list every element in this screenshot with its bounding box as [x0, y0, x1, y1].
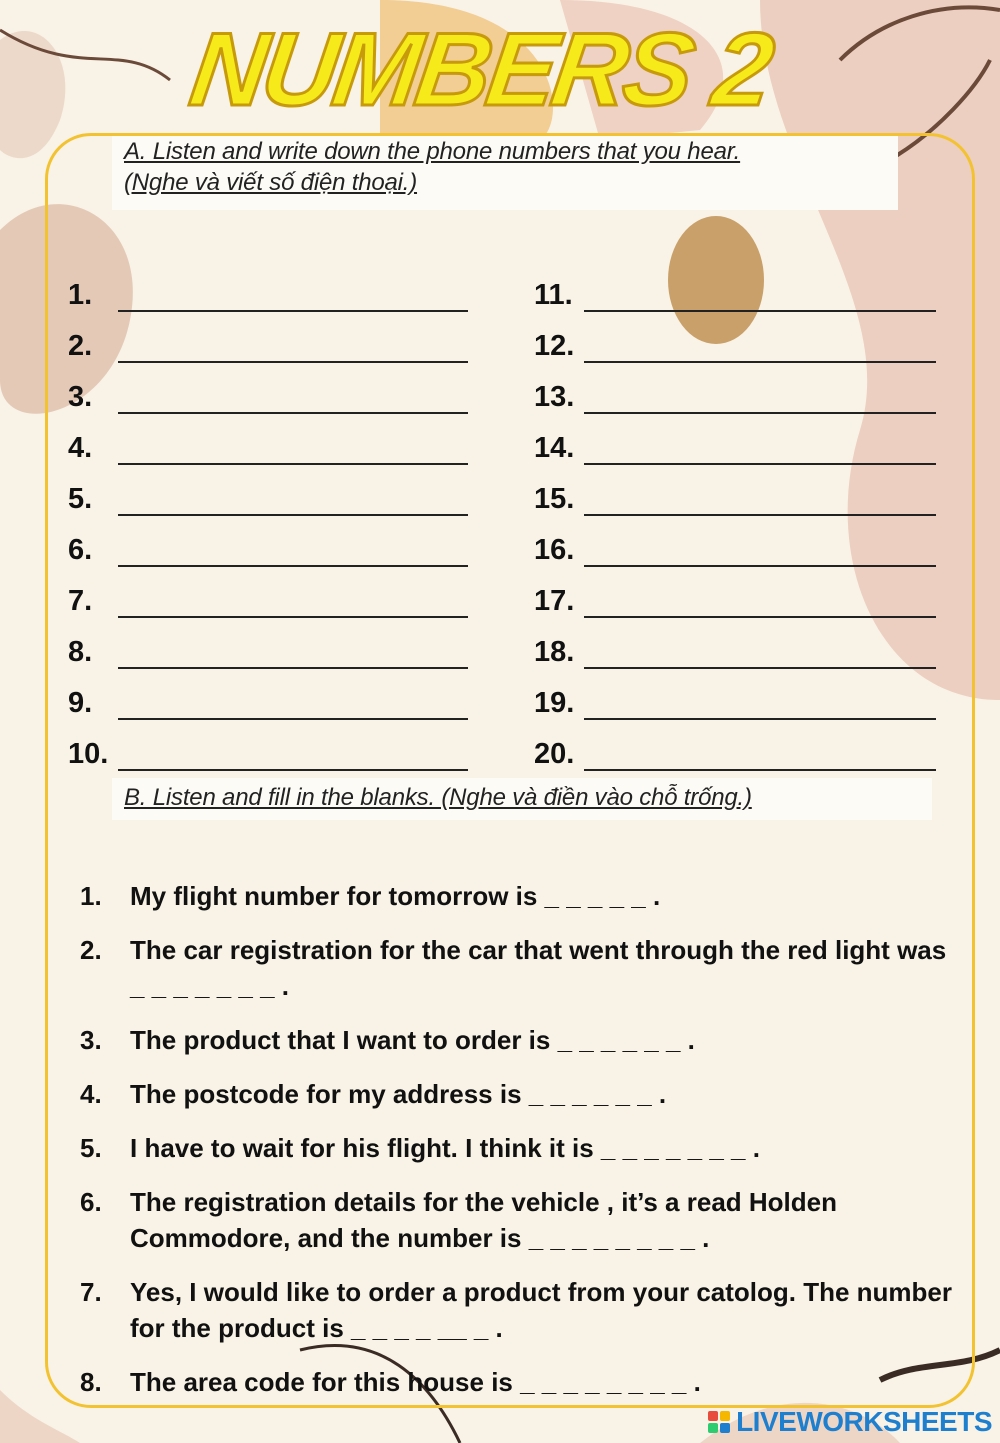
- answer-row: [68, 731, 470, 771]
- section-b-heading: B. Listen and fill in the blanks. (Nghe và điền vào chỗ trống.): [112, 778, 932, 820]
- question-number: 2.: [80, 935, 102, 965]
- answer-blank[interactable]: [584, 310, 936, 312]
- answer-row: [534, 731, 936, 771]
- answer-blank[interactable]: [118, 361, 468, 363]
- answer-number: 17.: [534, 585, 575, 617]
- answer-blank[interactable]: [118, 616, 468, 618]
- question-item: [80, 878, 960, 914]
- answer-number: 20.: [534, 738, 575, 770]
- answer-blank[interactable]: [118, 667, 468, 669]
- answer-blank[interactable]: [584, 361, 936, 363]
- answer-blank[interactable]: [118, 412, 468, 414]
- answer-blank[interactable]: [584, 616, 936, 618]
- answer-row: [68, 323, 470, 363]
- answer-row: [68, 527, 470, 567]
- answer-blank[interactable]: [584, 514, 936, 516]
- question-item: [80, 1130, 960, 1166]
- question-item: [80, 1274, 960, 1346]
- question-number: 8.: [80, 1367, 102, 1397]
- answer-number: 3.: [68, 381, 93, 413]
- answer-number: 2.: [68, 330, 93, 362]
- question-text[interactable]: Yes, I would like to order a product from your catolog. The number for the product is _ _ _ _ __ _ .: [130, 1277, 952, 1343]
- answer-number: 12.: [534, 330, 575, 362]
- answer-number: 9.: [68, 687, 93, 719]
- answer-blank[interactable]: [118, 514, 468, 516]
- answer-number: 11.: [534, 279, 573, 311]
- answer-blank[interactable]: [118, 310, 468, 312]
- answer-number: 19.: [534, 687, 575, 719]
- question-number: 5.: [80, 1133, 102, 1163]
- answer-number: 6.: [68, 534, 93, 566]
- answer-blank[interactable]: [584, 718, 936, 720]
- answer-row: [68, 374, 470, 414]
- section-a-line1: A. Listen and write down the phone numbers that you hear.: [124, 138, 741, 165]
- answer-number: 14.: [534, 432, 575, 464]
- liveworksheets-logo-icon: [708, 1411, 730, 1433]
- question-list: [80, 878, 960, 1418]
- section-a-line2: (Nghe và viết số điện thoại.): [124, 169, 418, 196]
- answer-blank[interactable]: [118, 565, 468, 567]
- answer-blank[interactable]: [584, 463, 936, 465]
- question-number: 3.: [80, 1025, 102, 1055]
- answer-blank[interactable]: [584, 565, 936, 567]
- answer-number: 16.: [534, 534, 575, 566]
- answer-blank[interactable]: [584, 667, 936, 669]
- question-number: 7.: [80, 1277, 102, 1307]
- question-text[interactable]: The product that I want to order is _ _ _ _ _ _ .: [130, 1025, 695, 1055]
- answer-row: [534, 272, 936, 312]
- answer-blank[interactable]: [584, 769, 936, 771]
- answer-row: [534, 323, 936, 363]
- answer-row: [534, 527, 936, 567]
- question-text[interactable]: My flight number for tomorrow is _ _ _ _ _ .: [130, 881, 661, 911]
- question-text[interactable]: The registration details for the vehicle , it’s a read Holden Commodore, and the number is _ _ _ _ _ _ _ _ .: [130, 1187, 837, 1253]
- answer-number: 5.: [68, 483, 93, 515]
- answer-number: 8.: [68, 636, 93, 668]
- question-text[interactable]: I have to wait for his flight. I think it is _ _ _ _ _ _ _ .: [130, 1133, 760, 1163]
- answer-row: [68, 578, 470, 618]
- answer-row: [68, 680, 470, 720]
- question-item: [80, 1076, 960, 1112]
- brand-text: LIVEWORKSHEETS: [736, 1406, 992, 1437]
- answer-row: [534, 578, 936, 618]
- answer-number: 13.: [534, 381, 575, 413]
- answer-number: 4.: [68, 432, 93, 464]
- answer-row: [68, 476, 470, 516]
- answer-blank[interactable]: [118, 769, 468, 771]
- answer-blank[interactable]: [584, 412, 936, 414]
- question-text[interactable]: The area code for this house is _ _ _ _ _ _ _ _ .: [130, 1367, 701, 1397]
- question-number: 1.: [80, 881, 102, 911]
- answer-row: [68, 272, 470, 312]
- question-item: [80, 932, 960, 1004]
- answer-row: [534, 680, 936, 720]
- answer-number: 15.: [534, 483, 575, 515]
- answer-row: [68, 425, 470, 465]
- answer-number: 18.: [534, 636, 575, 668]
- answer-row: [534, 425, 936, 465]
- liveworksheets-brand[interactable]: [708, 1405, 992, 1439]
- answer-number: 7.: [68, 585, 93, 617]
- question-number: 4.: [80, 1079, 102, 1109]
- answer-row: [68, 629, 470, 669]
- answer-blank[interactable]: [118, 718, 468, 720]
- answer-number: 10.: [68, 738, 109, 770]
- question-text[interactable]: The postcode for my address is _ _ _ _ _ _ .: [130, 1079, 667, 1109]
- section-a-heading: [112, 136, 898, 210]
- answer-row: [534, 374, 936, 414]
- question-number: 6.: [80, 1187, 102, 1217]
- answer-blank[interactable]: [118, 463, 468, 465]
- question-item: [80, 1364, 960, 1400]
- question-text[interactable]: The car registration for the car that went through the red light was _ _ _ _ _ _ _ .: [130, 935, 947, 1001]
- worksheet-title: [150, 0, 850, 150]
- question-item: [80, 1022, 960, 1058]
- title-text: NUMBERS 2: [183, 11, 777, 128]
- question-item: [80, 1184, 960, 1256]
- answer-row: [534, 629, 936, 669]
- answer-number: 1.: [68, 279, 93, 311]
- answer-row: [534, 476, 936, 516]
